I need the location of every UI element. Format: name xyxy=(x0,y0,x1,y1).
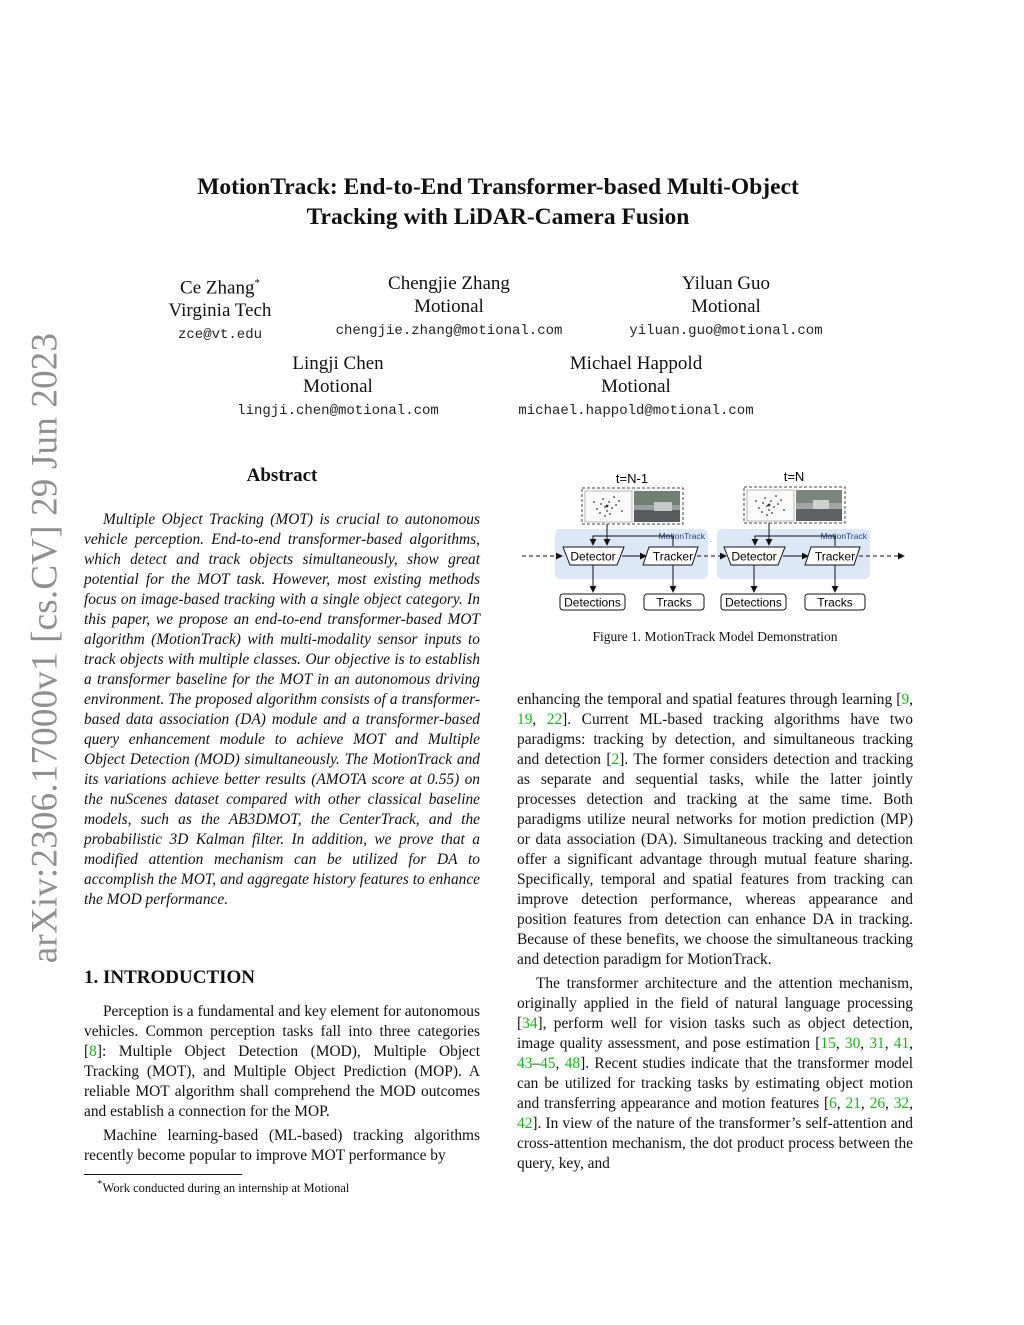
author-mark: * xyxy=(254,277,260,289)
section-heading: 1. INTRODUCTION xyxy=(84,967,256,988)
right-paragraph-1 xyxy=(517,690,913,970)
text-run: , xyxy=(909,1035,913,1052)
tracker-label: Tracker xyxy=(814,549,856,564)
author-email: chengjie.zhang@motional.com xyxy=(335,323,563,339)
citation-link[interactable]: 43 xyxy=(517,1055,533,1072)
citation-link[interactable]: 30 xyxy=(844,1035,861,1052)
text-run: ], perform well for vision tasks such as object detection, image quality assessment, and pose estimation [ xyxy=(517,1015,913,1052)
citation-link[interactable]: 34 xyxy=(522,1015,538,1032)
author-affiliation: Motional xyxy=(303,376,373,397)
lidar-thumbnail-current xyxy=(747,490,794,521)
text-run: , xyxy=(836,1095,846,1112)
citation-link[interactable]: 2 xyxy=(611,751,620,768)
right-paragraph-2 xyxy=(517,974,913,1174)
author-block xyxy=(220,352,456,421)
text-run: , xyxy=(909,1095,913,1112)
text-run: , xyxy=(885,1095,894,1112)
footnote-text: Work conducted during an internship at Motional xyxy=(102,1181,350,1196)
author-email: lingji.chen@motional.com xyxy=(237,403,439,419)
citation-link[interactable]: 31 xyxy=(869,1035,885,1052)
arxiv-sidebar xyxy=(22,332,68,963)
lidar-thumbnail-prev xyxy=(585,491,632,522)
title-line-2: Tracking with LiDAR-Camera Fusion xyxy=(306,204,690,230)
motiontrack-label: MotionTrack xyxy=(820,531,867,541)
text-run: , xyxy=(860,1095,870,1112)
citation-link[interactable]: 21 xyxy=(845,1095,861,1112)
text-run: ]. Current ML-based tracking algorithms have two paradigms: tracking by detection, and simultaneous tracking and detection [ xyxy=(517,711,913,768)
text-run: , xyxy=(860,1035,870,1052)
citation-link[interactable]: 22 xyxy=(546,711,563,728)
timestep-label-current: t=N xyxy=(783,469,805,484)
intro-paragraph-2 xyxy=(84,1126,480,1166)
author-block xyxy=(612,272,840,341)
detections-label: Detections xyxy=(564,595,621,610)
author-email: yiluan.guo@motional.com xyxy=(629,323,823,339)
text-run: , xyxy=(555,1055,565,1072)
text-run: , xyxy=(532,711,547,728)
footnote-rule xyxy=(84,1174,242,1175)
author-affiliation: Virginia Tech xyxy=(168,300,272,322)
text-run: ]. Recent studies indicate that the transformer model can be utilized for tracking tasks by estimating object motion and transferring appearance and motion features [ xyxy=(517,1055,913,1112)
detector-label: Detector xyxy=(570,549,616,564)
author-name: Yiluan Guo xyxy=(681,273,771,294)
citation-link[interactable]: 26 xyxy=(869,1095,886,1112)
citation-link[interactable]: 15 xyxy=(820,1035,836,1052)
title-line-1: MotionTrack: End-to-End Transformer-based Multi-Object xyxy=(197,174,799,200)
figure-motiontrack-diagram xyxy=(517,466,913,616)
citation-link[interactable]: 6 xyxy=(829,1095,837,1112)
text-run: ]: Multiple Object Detection (MOD), Multiple Object Tracking (MOT), and Multiple Object Prediction (MOP). A reliable MOT algorithm shall comprehend the MOD outcomes and establish a connection for the MOP. xyxy=(84,1043,480,1120)
text-run: , xyxy=(884,1035,894,1052)
intro-paragraph-1 xyxy=(84,1002,480,1122)
citation-link[interactable]: 42 xyxy=(517,1115,533,1132)
author-name: Ce Zhang xyxy=(180,277,255,299)
citation-link[interactable]: 45 xyxy=(540,1055,556,1072)
abstract-heading: Abstract xyxy=(246,465,318,486)
timestep-label-prev: t=N-1 xyxy=(615,471,649,486)
figure-caption: Figure 1. MotionTrack Model Demonstration xyxy=(592,629,838,644)
text-run: ]. The former considers detection and tracking as separate and sequential tasks, while the latter jointly processes detection and tracking at the same time. Both paradigms utilize neural networks for motion prediction (MP) or data association (DA). Simultaneous tracking and detection offer a significant advantage through mutual feature sharing. Specifically, temporal and spatial features from tracking can improve detection performance, whereas appearance and position features from detection can enhance DA in tracking. Because of these benefits, we choose the simultaneous tracking and detection paradigm for MotionTrack. xyxy=(517,751,914,968)
author-block xyxy=(320,272,578,341)
detector-label: Detector xyxy=(731,549,777,564)
abstract-paragraph: Multiple Object Tracking (MOT) is crucial to autonomous vehicle perception. End-to-end transformer-based algorithms, which detect and track objects simultaneously, show great potential for the MOT task. However, most existing methods focus on image-based tracking with a single object category. In this paper, we propose an end-to-end transformer-based MOT algorithm (MotionTrack) with multi-modality sensor inputs to track objects with multiple classes. Our objective is to establish a transformer baseline for the MOT in an autonomous driving environment. The proposed algorithm consists of a transformer-based data association (DA) module and a transformer-based query enhancement module to achieve MOT and Multiple Object Detection (MOD) simultaneously. The MotionTrack and its variations achieve better results (AMOTA score at 0.55) on the nuScenes dataset compared with other classical baseline models, such as the AB3DMOT, the CenterTrack, and the probabilistic 3D Kalman filter. In addition, we prove that a modified attention mechanism can be utilized for DA to accomplish the MOT, and aggregate history features to enhance the MOD performance. xyxy=(84,511,480,908)
camera-thumbnail-prev xyxy=(634,491,680,522)
author-email: zce@vt.edu xyxy=(177,327,262,344)
tracks-label: Tracks xyxy=(656,595,692,610)
arxiv-id: arXiv:2306.17000v1 [cs.CV] 29 Jun 2023 xyxy=(24,332,66,963)
citation-link[interactable]: 32 xyxy=(893,1095,910,1112)
author-affiliation: Motional xyxy=(414,296,484,317)
text-run: Machine learning-based (ML-based) tracking algorithms recently become popular to improve MOT performance by xyxy=(84,1127,480,1164)
right-column-text xyxy=(517,690,913,1174)
citation-link[interactable]: 41 xyxy=(893,1035,910,1052)
motiontrack-label: MotionTrack xyxy=(658,531,705,541)
citation-link[interactable]: 8 xyxy=(89,1043,97,1060)
author-name: Chengjie Zhang xyxy=(388,273,510,294)
author-affiliation: Motional xyxy=(601,376,671,397)
paper-title xyxy=(160,172,836,232)
author-name: Michael Happold xyxy=(569,353,703,374)
detections-label: Detections xyxy=(725,595,782,610)
text-run: ]. In view of the nature of the transformer’s self-attention and cross-attention mechanism, the dot product process between the query, key, and xyxy=(517,1115,913,1172)
citation-link[interactable]: 19 xyxy=(517,711,533,728)
citation-link[interactable]: 48 xyxy=(564,1055,581,1072)
abstract-text xyxy=(84,510,480,910)
author-block xyxy=(500,352,772,421)
citation-link[interactable]: 9 xyxy=(901,691,910,708)
intro-text xyxy=(84,1002,480,1166)
tracker-label: Tracker xyxy=(652,549,694,564)
author-block xyxy=(130,272,310,345)
author-email: michael.happold@motional.com xyxy=(518,403,754,419)
camera-thumbnail-current xyxy=(796,490,842,521)
footnote-mark: * xyxy=(97,1178,103,1190)
tracks-label: Tracks xyxy=(817,595,853,610)
text-run: – xyxy=(532,1055,541,1072)
footnote xyxy=(97,1178,349,1196)
text-run: , xyxy=(835,1035,845,1052)
author-affiliation: Motional xyxy=(691,296,761,317)
text-run: The transformer architecture and the attention mechanism, originally applied in the field of natural language processing [ xyxy=(517,975,913,1032)
text-run: , xyxy=(909,691,913,708)
text-run: enhancing the temporal and spatial features through learning [ xyxy=(517,691,902,708)
author-name: Lingji Chen xyxy=(292,353,384,374)
text-run: Perception is a fundamental and key element for autonomous vehicles. Common perception tasks fall into three categories [ xyxy=(84,1003,480,1060)
